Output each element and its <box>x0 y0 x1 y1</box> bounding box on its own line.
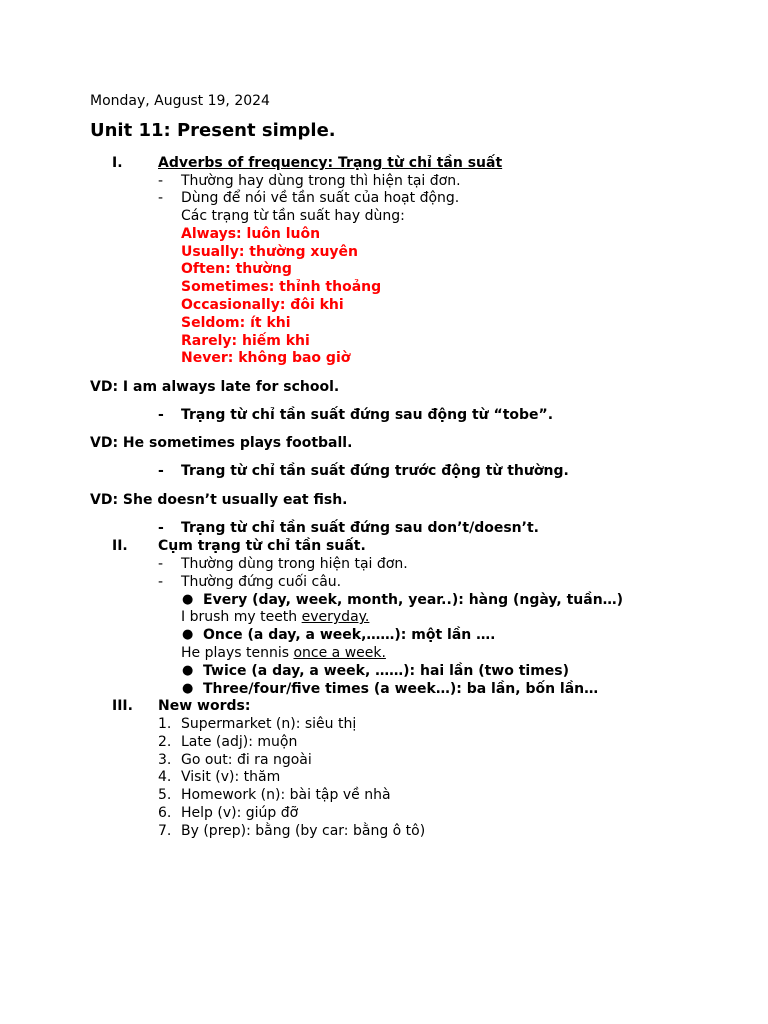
dot-bullet: ● <box>182 681 194 696</box>
section-3-heading: New words: <box>158 698 251 714</box>
word-number: 3. <box>158 752 172 768</box>
common-adverbs-intro: Các trạng từ tần suất hay dùng: <box>181 208 405 224</box>
word-number: 5. <box>158 787 172 803</box>
word-item: Late (adj): muộn <box>181 734 298 750</box>
example-text: He plays tennis <box>181 645 294 661</box>
dot-bullet: ● <box>182 592 194 607</box>
adverb-item: Seldom: ít khi <box>181 315 291 331</box>
example-sentence: VD: She doesn’t usually eat fish. <box>90 492 348 508</box>
word-number: 7. <box>158 823 172 839</box>
phrase-example <box>181 608 369 626</box>
dash-bullet: - <box>158 407 164 423</box>
section-1-heading: Adverbs of frequency: Trạng từ chỉ tần suất <box>158 155 503 171</box>
adverb-item: Sometimes: thỉnh thoảng <box>181 279 382 295</box>
section-1-numeral: I. <box>112 155 123 171</box>
word-number: 6. <box>158 805 172 821</box>
adverb-item: Always: luôn luôn <box>181 226 321 242</box>
dot-bullet: ● <box>182 663 194 678</box>
example-rule: Trang từ chỉ tần suất đứng trước động từ thường. <box>181 463 569 479</box>
dot-bullet: ● <box>182 627 194 642</box>
dash-bullet: - <box>158 520 164 536</box>
frequency-phrase: Every (day, week, month, year..): hàng (ngày, tuần…) <box>203 592 624 608</box>
dash-bullet: - <box>158 190 164 206</box>
frequency-phrase: Once (a day, a week,……): một lần …. <box>203 627 496 643</box>
adverb-item: Rarely: hiếm khi <box>181 333 310 349</box>
word-number: 2. <box>158 734 172 750</box>
word-number: 1. <box>158 716 172 732</box>
adverb-item: Usually: thường xuyên <box>181 244 359 260</box>
list-item: Dùng để nói về tần suất của hoạt động. <box>181 190 460 206</box>
word-item: Go out: đi ra ngoài <box>181 752 312 768</box>
section-2-numeral: II. <box>112 538 128 554</box>
adverb-item: Occasionally: đôi khi <box>181 297 344 313</box>
adverb-item: Often: thường <box>181 261 292 277</box>
example-underlined: everyday. <box>301 609 370 625</box>
frequency-phrase: Twice (a day, a week, ……): hai lần (two times) <box>203 663 570 679</box>
date-line: Monday, August 19, 2024 <box>90 93 270 109</box>
word-item: Help (v): giúp đỡ <box>181 805 299 821</box>
adverb-item: Never: không bao giờ <box>181 350 351 366</box>
dash-bullet: - <box>158 556 164 572</box>
word-item: Visit (v): thăm <box>181 769 281 785</box>
example-underlined: once a week. <box>293 645 386 661</box>
dash-bullet: - <box>158 173 164 189</box>
word-item: Supermarket (n): siêu thị <box>181 716 357 732</box>
word-number: 4. <box>158 769 172 785</box>
list-item: Thường dùng trong hiện tại đơn. <box>181 556 408 572</box>
example-text: I brush my teeth <box>181 609 302 625</box>
example-sentence: VD: I am always late for school. <box>90 379 340 395</box>
section-2-heading: Cụm trạng từ chỉ tần suất. <box>158 538 366 554</box>
section-3-numeral: III. <box>112 698 133 714</box>
dash-bullet: - <box>158 574 164 590</box>
frequency-phrase: Three/four/five times (a week…): ba lần, bốn lần… <box>203 681 599 697</box>
example-sentence: VD: He sometimes plays football. <box>90 435 353 451</box>
example-rule: Trạng từ chỉ tần suất đứng sau động từ “tobe”. <box>181 407 554 423</box>
page-title: Unit 11: Present simple. <box>90 120 336 141</box>
word-item: Homework (n): bài tập về nhà <box>181 787 391 803</box>
list-item: Thường đứng cuối câu. <box>181 574 342 590</box>
example-rule: Trạng từ chỉ tần suất đứng sau don’t/doesn’t. <box>181 520 539 536</box>
word-item: By (prep): bằng (by car: bằng ô tô) <box>181 823 426 839</box>
phrase-example <box>181 644 386 662</box>
dash-bullet: - <box>158 463 164 479</box>
list-item: Thường hay dùng trong thì hiện tại đơn. <box>181 173 461 189</box>
